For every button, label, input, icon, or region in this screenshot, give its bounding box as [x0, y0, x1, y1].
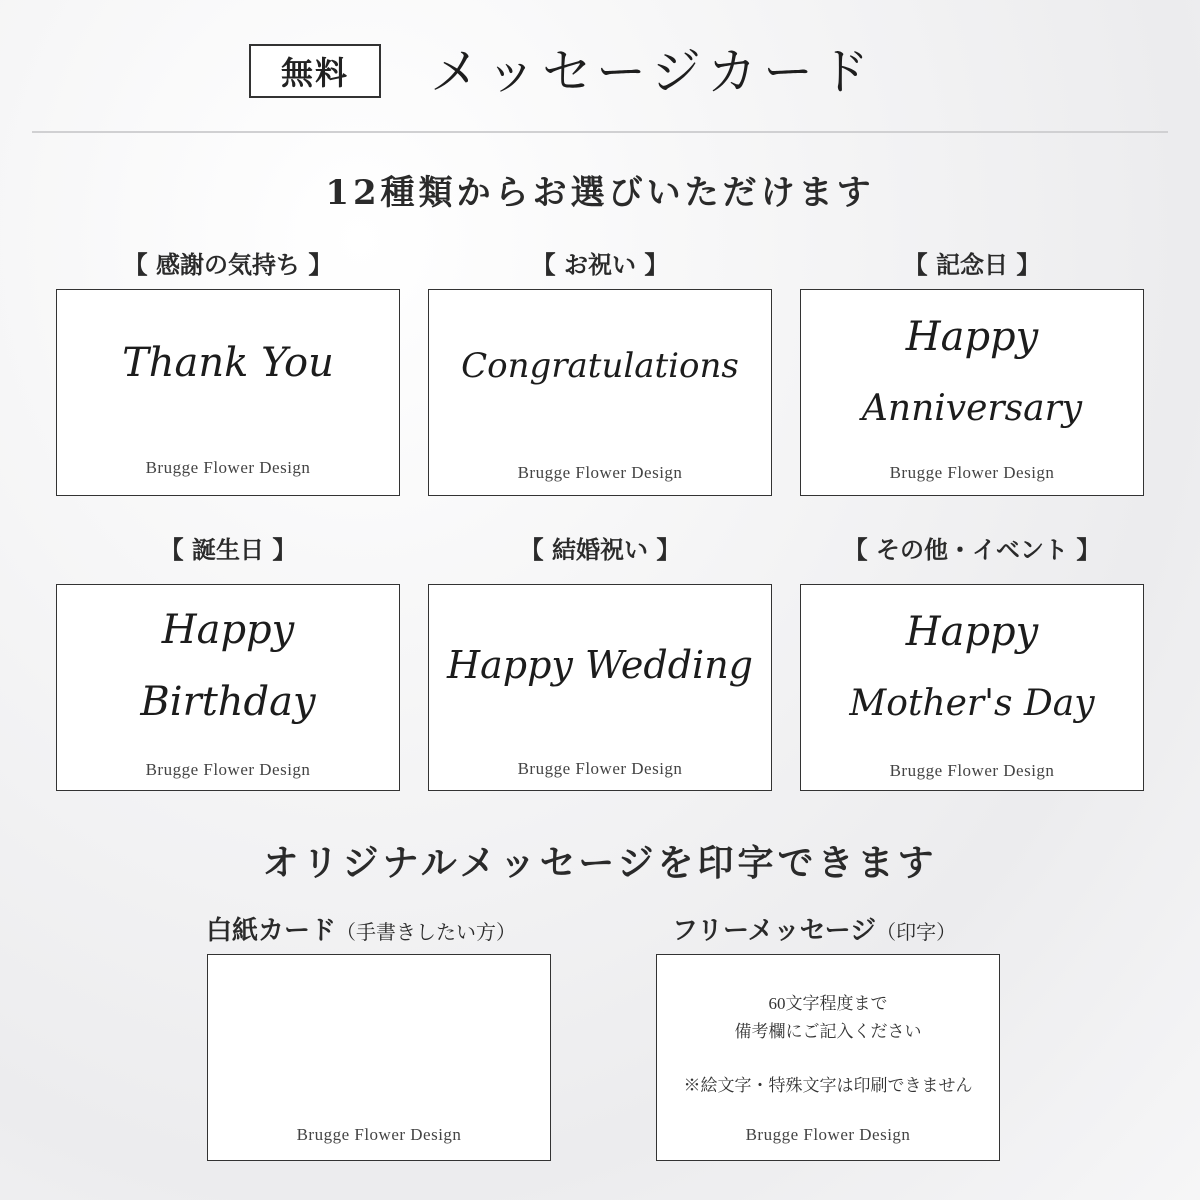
category-label-anniversary: 【 記念日 】 — [903, 250, 1041, 279]
card-script-line1: Happy — [905, 314, 1039, 360]
card-happy-birthday[interactable] — [56, 584, 400, 791]
card-script-text: Congratulations — [461, 346, 739, 386]
category-label-other-events: 【 その他・イベント 】 — [843, 535, 1101, 564]
card-happy-anniversary[interactable] — [800, 289, 1144, 496]
free-message-card[interactable] — [656, 954, 1000, 1161]
card-script-line1: Happy — [161, 607, 295, 653]
card-script-line1: Happy — [905, 609, 1039, 655]
card-script-text: Thank You — [122, 340, 334, 386]
category-label-celebration: 【 お祝い 】 — [531, 250, 669, 279]
card-brand: Brugge Flower Design — [889, 761, 1055, 780]
free-message-line2: 備考欄にご記入ください — [734, 1022, 922, 1041]
card-brand: Brugge Flower Design — [745, 1125, 911, 1144]
blank-card[interactable] — [207, 954, 551, 1161]
subtitle: 12種類からお選びいただけます — [325, 173, 875, 213]
blank-card-label — [206, 910, 516, 947]
blank-card-note: （手書きしたい方） — [336, 920, 517, 944]
category-label-thanks: 【 感謝の気持ち 】 — [123, 250, 333, 279]
card-brand: Brugge Flower Design — [145, 458, 311, 477]
free-message-line3: ※絵文字・特殊文字は印刷できません — [683, 1076, 973, 1095]
free-message-note: （印字） — [876, 920, 957, 944]
card-brand: Brugge Flower Design — [517, 463, 683, 482]
card-thank-you[interactable] — [56, 289, 400, 496]
card-happy-mothers-day[interactable] — [800, 584, 1144, 791]
free-message-label — [672, 910, 956, 947]
free-message-line1: 60文字程度まで — [768, 994, 888, 1013]
original-message-heading: オリジナルメッセージを印字できます — [262, 842, 938, 884]
page-title: メッセージカード — [430, 43, 875, 101]
category-label-birthday: 【 誕生日 】 — [159, 535, 297, 564]
card-script-line2: Anniversary — [861, 388, 1083, 429]
card-script-line2: Mother's Day — [849, 683, 1095, 724]
card-congratulations[interactable] — [428, 289, 772, 496]
blank-card-title: 白紙カード — [206, 916, 337, 946]
card-brand: Brugge Flower Design — [296, 1125, 462, 1144]
card-brand: Brugge Flower Design — [889, 463, 1055, 482]
header-divider — [32, 131, 1168, 133]
card-script-line2: Birthday — [140, 679, 316, 725]
card-happy-wedding[interactable] — [428, 584, 772, 791]
card-script-text: Happy Wedding — [446, 643, 754, 687]
free-badge-label: 無料 — [280, 54, 349, 92]
category-label-wedding: 【 結婚祝い 】 — [519, 535, 681, 564]
free-badge — [249, 44, 381, 98]
card-brand: Brugge Flower Design — [517, 759, 683, 778]
free-message-title: フリーメッセージ — [672, 916, 877, 946]
card-brand: Brugge Flower Design — [145, 760, 311, 779]
